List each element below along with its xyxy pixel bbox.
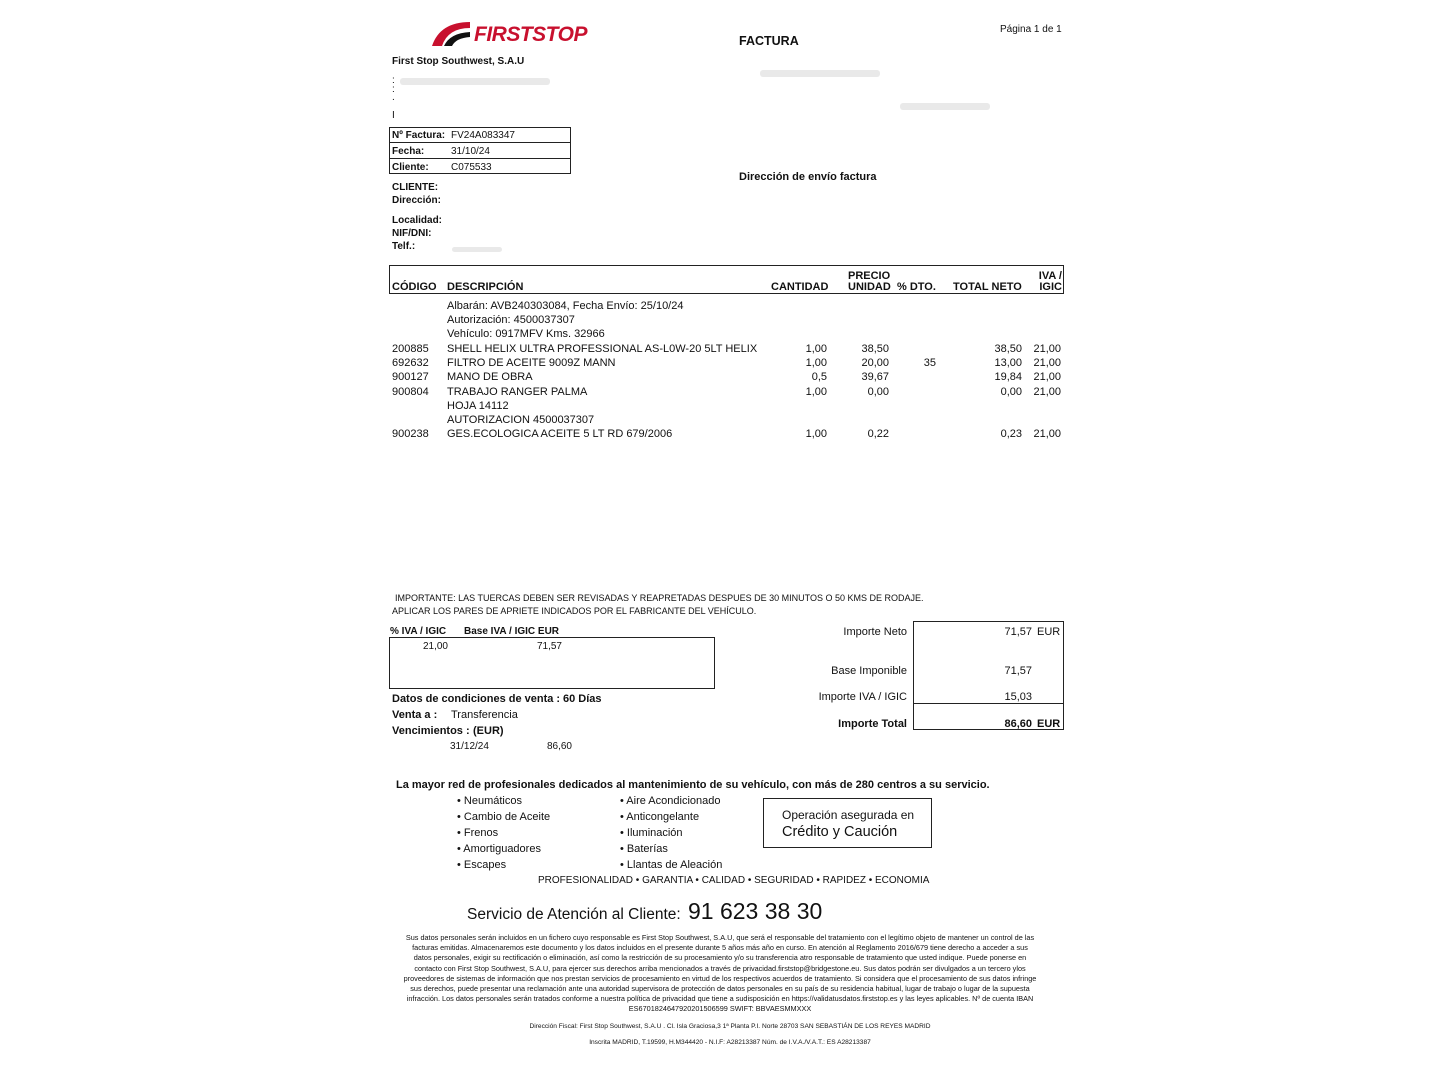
- due-date: 31/12/24: [450, 741, 489, 752]
- due-dates-label: Vencimientos :: [392, 725, 470, 737]
- redacted-text: [900, 103, 990, 110]
- row-quantity: 1,00: [805, 343, 827, 355]
- legal-line: datos personales, exigir su rectificación o eliminación, así como la restricción de su procesamiento y/o su transferencia atro responsable de tratamiento que usted indique. Puede ponerse en: [413, 953, 1027, 963]
- row-vat: 21,00: [1033, 343, 1061, 355]
- row-vat: 21,00: [1033, 371, 1061, 384]
- legal-line: Sus datos personales serán incluidos en un fichero cuyo responsable es First Stop Southwest, S.A.U, que será el responsable del tratamiento con el legítimo objeto de mantener un control de las: [405, 933, 1035, 942]
- shipping-address-title: Dirección de envío factura: [739, 171, 877, 183]
- fiscal-address: Dirección Fiscal: First Stop Southwest, S.A.U . Cl. Isla Graciosa,3 1ª Planta P.I. Norte 28703 SAN SEBASTIÁN DE LOS REYES MADRID: [529, 1023, 931, 1030]
- service-item: • Frenos: [457, 827, 499, 839]
- service-item: • Neumáticos: [457, 795, 522, 807]
- authorization-note: Autorización: 4500037307: [447, 314, 575, 326]
- invoice-date: 31/10/24: [451, 146, 490, 157]
- divider: [389, 158, 571, 159]
- legal-line: proveedores de sistemas de información que nos prestan servicios de procesamiento en virtud de los respectivos acuerdos de tratamiento. Si considera que el procesamiento de sus datos infringe: [403, 973, 1037, 983]
- service-item: • Aire Acondicionado: [620, 795, 721, 807]
- legal-line: sus derechos, puede presentar una reclamación ante una autoridad supervisora de protección de datos personales en su país de su residencia habitual, lugar de trabajo o lugar de la supuesta: [410, 984, 1030, 994]
- row-code: 900804: [392, 385, 429, 398]
- row-total: 0,23: [1000, 428, 1022, 441]
- taxable-base-label: Base Imponible: [831, 665, 907, 677]
- payment-method-value: Transferencia: [451, 709, 518, 721]
- vat-amount-value: 15,03: [1004, 691, 1032, 703]
- row-total: 19,84: [994, 371, 1022, 384]
- row-vat: 21,00: [1033, 428, 1061, 441]
- due-dates-unit: (EUR): [473, 725, 504, 737]
- row-discount: 35: [923, 357, 936, 370]
- promo-headline: La mayor red de profesionales dedicados al mantenimiento de su vehículo, con más de 280 centros a su servicio.: [396, 779, 990, 791]
- important-note-line2: APLICAR LOS PARES DE APRIETE INDICADOS POR EL FABRICANTE DEL VEHÍCULO.: [392, 606, 757, 616]
- tax-pct-value: 21,00: [422, 641, 448, 652]
- row-code: 900238: [392, 428, 429, 441]
- col-discount-header: % DTO.: [897, 281, 936, 293]
- document-title: FACTURA: [739, 34, 799, 48]
- row-unit-price: 0,22: [867, 428, 889, 441]
- sale-conditions-value: 60 Días: [563, 693, 602, 705]
- sale-conditions-label: Datos de condiciones de venta :: [392, 693, 561, 705]
- vat-amount-label: Importe IVA / IGIC: [818, 691, 907, 703]
- col-total-header: TOTAL NETO: [953, 281, 1022, 293]
- legal-line: infracción. Los datos personales serán tratados conforme a nuestra política de privacidad que tiene a sudisposición en https://validatusdatos.firststop.es y las leyes aplicables. Nº de cuenta IBAN: [406, 994, 1034, 1004]
- page-indicator: Página 1 de 1: [1000, 24, 1062, 35]
- service-item: • Iluminación: [620, 827, 683, 839]
- total-amount-unit: EUR: [1037, 718, 1061, 730]
- net-amount-value: 71,57: [1004, 626, 1032, 638]
- legal-line: contacto con First Stop Southwest, S.A.U, para ejercer sus derechos arriba mencionados a través de privacidad.firststop@bridgestone.eu. Sus datos podrán ser divulgados a un tercero ylos: [414, 963, 1026, 973]
- row-code: 900127: [392, 371, 429, 384]
- client-id: C075533: [451, 162, 492, 173]
- row-description: HOJA 14112: [447, 399, 509, 412]
- address-mark: I: [392, 110, 395, 121]
- row-total: 13,00: [994, 357, 1022, 370]
- row-vat: 21,00: [1033, 385, 1061, 398]
- row-description: GES.ECOLOGICA ACEITE 5 LT RD 679/2006: [447, 428, 673, 441]
- row-total: 0,00: [1000, 385, 1022, 398]
- row-quantity: 1,00: [805, 428, 827, 441]
- client-label: CLIENTE:: [392, 182, 439, 193]
- legal-notice: [380, 933, 1060, 1015]
- payment-method-label: Venta a :: [392, 709, 438, 721]
- row-code: 200885: [392, 343, 429, 355]
- col-price-header: PRECIO: [848, 270, 891, 282]
- redacted-text: [760, 70, 880, 77]
- address-mark: .: [392, 92, 395, 103]
- col-price-header-line2: UNIDAD: [848, 281, 891, 293]
- registry-info: Inscrita MADRID, T.19599, H.M344420 - N.I.F: A28213387 Núm. de I.V.A./V.A.T.: ES A28213387: [589, 1039, 871, 1046]
- service-item: • Amortiguadores: [457, 843, 541, 855]
- row-quantity: 0,5: [811, 371, 827, 384]
- service-item: • Anticongelante: [620, 811, 700, 823]
- delivery-note: Albarán: AVB240303084, Fecha Envío: 25/10/24: [447, 300, 684, 312]
- nif-label: NIF/DNI:: [392, 228, 432, 239]
- row-total: 38,50: [994, 343, 1022, 355]
- net-amount-unit: EUR: [1037, 626, 1061, 638]
- logo-text: FIRSTSTOP: [474, 23, 587, 46]
- invoice-number: FV24A083347: [451, 130, 515, 141]
- legal-line: ES6701824647920201506599 SWIFT: BBVAESMMXXX: [628, 1004, 812, 1014]
- row-unit-price: 39,67: [861, 371, 889, 384]
- col-code-header: CÓDIGO: [392, 281, 437, 293]
- tax-base-header: Base IVA / IGIC EUR: [464, 626, 560, 637]
- legal-line: facturas emitidas. Almacenaremos este documento y los datos incluidos en el presente durante 5 años más año en curso. En atención al Reglamento 2016/679 tiene derecho a acceder a sus: [412, 943, 1028, 953]
- due-amount: 86,60: [546, 741, 572, 752]
- client-id-label: Cliente:: [392, 162, 429, 173]
- address-label: Dirección:: [392, 195, 441, 206]
- invoice-number-label: Nº Factura:: [392, 130, 446, 141]
- row-quantity: 1,00: [805, 357, 827, 370]
- row-code: 692632: [392, 357, 429, 370]
- address-mark: :: [392, 84, 395, 95]
- address-mark: :: [392, 75, 395, 86]
- phone-label: Telf.:: [392, 241, 416, 252]
- row-description: AUTORIZACION 4500037307: [447, 414, 595, 426]
- net-amount-label: Importe Neto: [843, 626, 907, 638]
- col-quantity-header: CANTIDAD: [771, 281, 829, 293]
- insurance-box: [763, 798, 932, 848]
- redacted-text: [452, 247, 502, 252]
- customer-service-phone: 91 623 38 30: [688, 898, 823, 924]
- service-item: • Baterías: [620, 843, 668, 855]
- customer-service-label: Servicio de Atención al Cliente:: [467, 906, 681, 923]
- divider: [389, 142, 571, 143]
- row-unit-price: 0,00: [867, 385, 889, 398]
- row-quantity: 1,00: [805, 385, 827, 398]
- row-vat: 21,00: [1033, 357, 1061, 370]
- tax-pct-header: % IVA / IGIC: [390, 626, 447, 637]
- row-description: SHELL HELIX ULTRA PROFESSIONAL AS-L0W-20 5LT HELIX: [447, 343, 758, 355]
- total-amount-label: Importe Total: [838, 718, 907, 730]
- row-unit-price: 38,50: [861, 343, 889, 355]
- invoice-date-label: Fecha:: [392, 146, 425, 157]
- important-note: IMPORTANTE: LAS TUERCAS DEBEN SER REVISADAS Y REAPRETADAS DESPUES DE 30 MINUTOS O 50 KMS DE RODAJE.: [395, 593, 924, 603]
- total-amount-value: 86,60: [1004, 718, 1032, 730]
- locality-label: Localidad:: [392, 215, 443, 226]
- row-description: MANO DE OBRA: [447, 371, 533, 384]
- col-vat-header-line2: IGIC: [1039, 281, 1062, 293]
- service-item: • Llantas de Aleación: [620, 859, 723, 871]
- col-vat-header: IVA /: [1038, 270, 1062, 282]
- insurance-company: Crédito y Caución: [782, 824, 898, 840]
- service-item: • Escapes: [457, 859, 507, 871]
- insurance-text: Operación asegurada en: [782, 808, 915, 822]
- company-name: First Stop Southwest, S.A.U: [392, 56, 525, 67]
- redacted-text: [400, 78, 550, 85]
- tax-base-value: 71,57: [536, 641, 562, 652]
- row-description: TRABAJO RANGER PALMA: [447, 385, 588, 398]
- row-description: FILTRO DE ACEITE 9009Z MANN: [447, 357, 616, 370]
- logo-tire-icon: [430, 20, 474, 48]
- service-item: • Cambio de Aceite: [457, 811, 551, 823]
- tagline: PROFESIONALIDAD • GARANTIA • CALIDAD • SEGURIDAD • RAPIDEZ • ECONOMIA: [538, 875, 930, 886]
- taxable-base-value: 71,57: [1004, 665, 1032, 677]
- row-unit-price: 20,00: [861, 357, 889, 370]
- divider: [913, 703, 1064, 704]
- col-description-header: DESCRIPCIÓN: [447, 281, 524, 293]
- vehicle-note: Vehículo: 0917MFV Kms. 32966: [447, 328, 605, 340]
